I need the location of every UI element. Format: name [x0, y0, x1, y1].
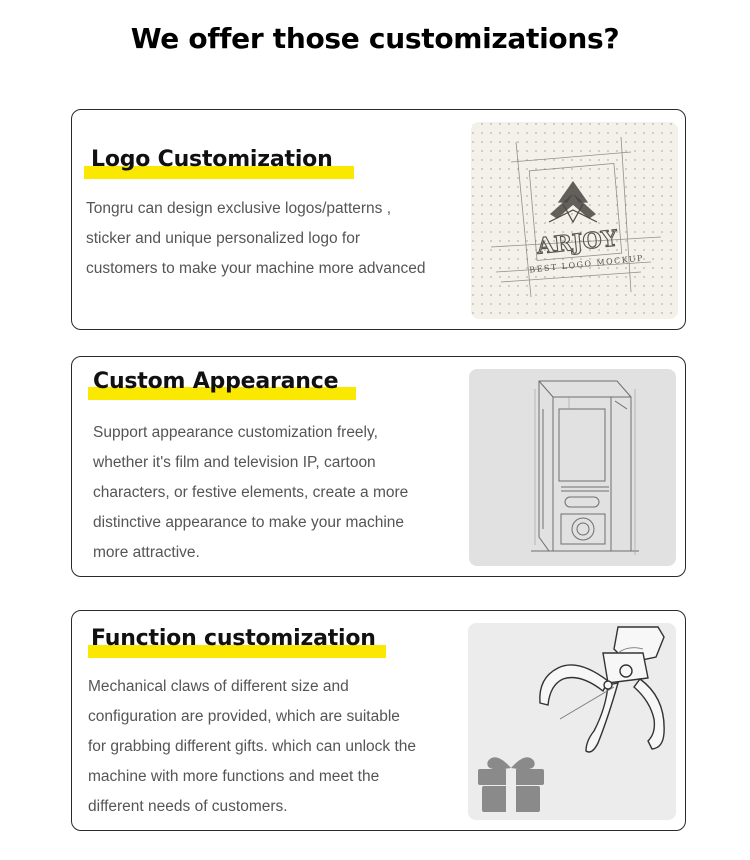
description-line: more attractive. [93, 544, 200, 561]
logo-text: ARJOY [535, 225, 619, 260]
card-description [88, 672, 416, 822]
description-line: Mechanical claws of different size and [88, 678, 349, 695]
claw-sketch-image [468, 623, 676, 820]
description-line: for grabbing different gifts. which can unlock the [88, 738, 416, 755]
card-title: Logo Customization [91, 147, 333, 172]
card-title: Custom Appearance [93, 369, 339, 394]
machine-sketch-image [469, 369, 676, 566]
description-line: configuration are provided, which are suitable [88, 708, 400, 725]
description-line: Support appearance customization freely, [93, 424, 378, 441]
description-line: whether it's film and television IP, cartoon [93, 454, 376, 471]
page-title: We offer those customizations? [130, 22, 620, 55]
description-line: Tongru can design exclusive logos/patterns , [86, 200, 392, 217]
logo-mockup-image [471, 122, 678, 319]
description-line: characters, or festive elements, create a more [93, 484, 409, 501]
custom-appearance-card [71, 356, 686, 577]
gift-icon [478, 757, 544, 812]
logo-customization-card [71, 109, 686, 330]
card-description [86, 194, 425, 284]
logo-subtext: BEST LOGO MOCKUP [528, 253, 645, 275]
card-title: Function customization [91, 626, 376, 651]
description-line: different needs of customers. [88, 798, 288, 815]
description-line: customers to make your machine more advanced [86, 260, 426, 277]
function-customization-card [71, 610, 686, 831]
description-line: distinctive appearance to make your machine [93, 514, 405, 531]
card-description [93, 418, 408, 568]
description-line: sticker and unique personalized logo for [86, 230, 361, 247]
description-line: machine with more functions and meet the [88, 768, 380, 785]
